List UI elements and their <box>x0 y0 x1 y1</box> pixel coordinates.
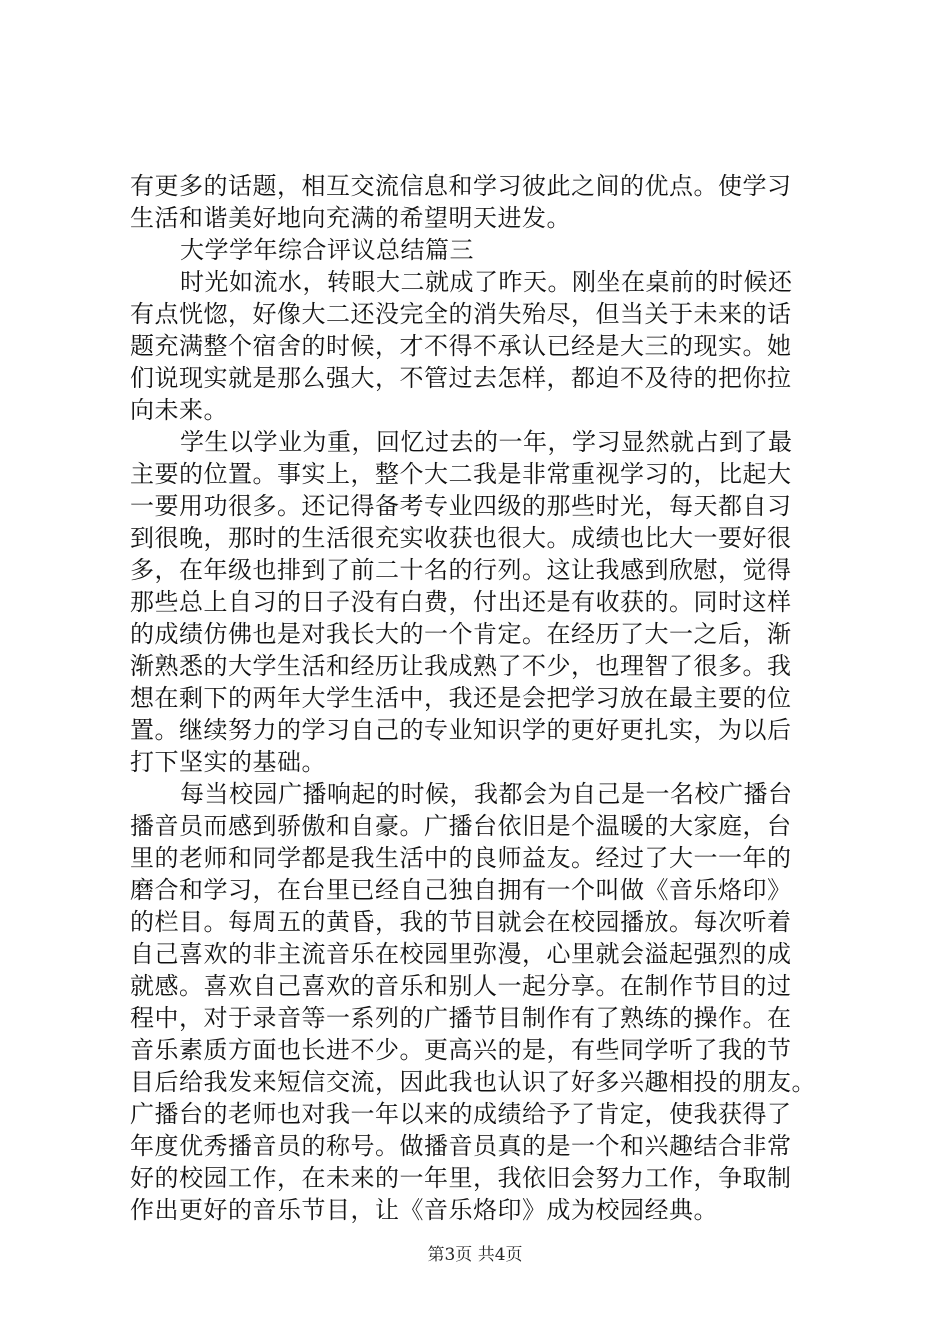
text-line: 题充满整个宿舍的时候，才不得不承认已经是大三的现实。她 <box>130 332 792 360</box>
text-line: 想在剩下的两年大学生活中，我还是会把学习放在最主要的位 <box>130 684 792 712</box>
text-line: 到很晚，那时的生活很充实收获也很大。成绩也比大一要好很 <box>130 524 792 552</box>
text-line: 广播台的老师也对我一年以来的成绩给予了肯定，使我获得了 <box>130 1100 792 1128</box>
text-line: 音乐素质方面也长进不少。更高兴的是，有些同学听了我的节 <box>130 1036 792 1064</box>
text-line: 时光如流水，转眼大二就成了昨天。刚坐在桌前的时候还 <box>180 268 793 296</box>
text-line: 打下坚实的基础。 <box>130 748 326 776</box>
text-line: 们说现实就是那么强大，不管过去怎样，都迫不及待的把你拉 <box>130 364 792 392</box>
text-line: 的成绩仿佛也是对我长大的一个肯定。在经历了大一之后，渐 <box>130 620 792 648</box>
text-line: 目后给我发来短信交流，因此我也认识了好多兴趣相投的朋友。 <box>130 1068 816 1096</box>
text-line: 一要用功很多。还记得备考专业四级的那些时光，每天都自习 <box>130 492 792 520</box>
text-line: 磨合和学习，在台里已经自己独自拥有一个叫做《音乐烙印》 <box>130 876 792 904</box>
section-heading: 大学学年综合评议总结篇三 <box>180 236 474 264</box>
text-line: 有点恍惚，好像大二还没完全的消失殆尽，但当关于未来的话 <box>130 300 792 328</box>
text-line: 里的老师和同学都是我生活中的良师益友。经过了大一一年的 <box>130 844 792 872</box>
text-line: 播音员而感到骄傲和自豪。广播台依旧是个温暖的大家庭，台 <box>130 812 792 840</box>
text-line: 自己喜欢的非主流音乐在校园里弥漫，心里就会溢起强烈的成 <box>130 940 792 968</box>
text-line: 主要的位置。事实上，整个大二我是非常重视学习的，比起大 <box>130 460 792 488</box>
text-line: 就感。喜欢自己喜欢的音乐和别人一起分享。在制作节目的过 <box>130 972 792 1000</box>
text-line: 置。继续努力的学习自己的专业知识学的更好更扎实，为以后 <box>130 716 792 744</box>
text-line: 好的校园工作，在未来的一年里，我依旧会努力工作，争取制 <box>130 1164 792 1192</box>
text-line: 程中，对于录音等一系列的广播节目制作有了熟练的操作。在 <box>130 1004 792 1032</box>
text-line: 渐熟悉的大学生活和经历让我成熟了不少，也理智了很多。我 <box>130 652 792 680</box>
text-line: 那些总上自习的日子没有白费，付出还是有收获的。同时这样 <box>130 588 792 616</box>
text-line: 作出更好的音乐节目，让《音乐烙印》成为校园经典。 <box>130 1196 718 1224</box>
page-number-footer: 第3页 共4页 <box>427 1245 523 1265</box>
text-line: 学生以学业为重，回忆过去的一年，学习显然就占到了最 <box>180 428 793 456</box>
text-line: 每当校园广播响起的时候，我都会为自己是一名校广播台 <box>180 780 793 808</box>
text-line: 的栏目。每周五的黄昏，我的节目就会在校园播放。每次听着 <box>130 908 792 936</box>
document-body <box>130 170 835 1226</box>
text-line: 年度优秀播音员的称号。做播音员真的是一个和兴趣结合非常 <box>130 1132 792 1160</box>
text-line: 生活和谐美好地向充满的希望明天进发。 <box>130 204 571 232</box>
text-line: 有更多的话题，相互交流信息和学习彼此之间的优点。使学习 <box>130 172 792 200</box>
text-line: 多，在年级也排到了前二十名的行列。这让我感到欣慰，觉得 <box>130 556 792 584</box>
text-line: 向未来。 <box>130 396 228 424</box>
